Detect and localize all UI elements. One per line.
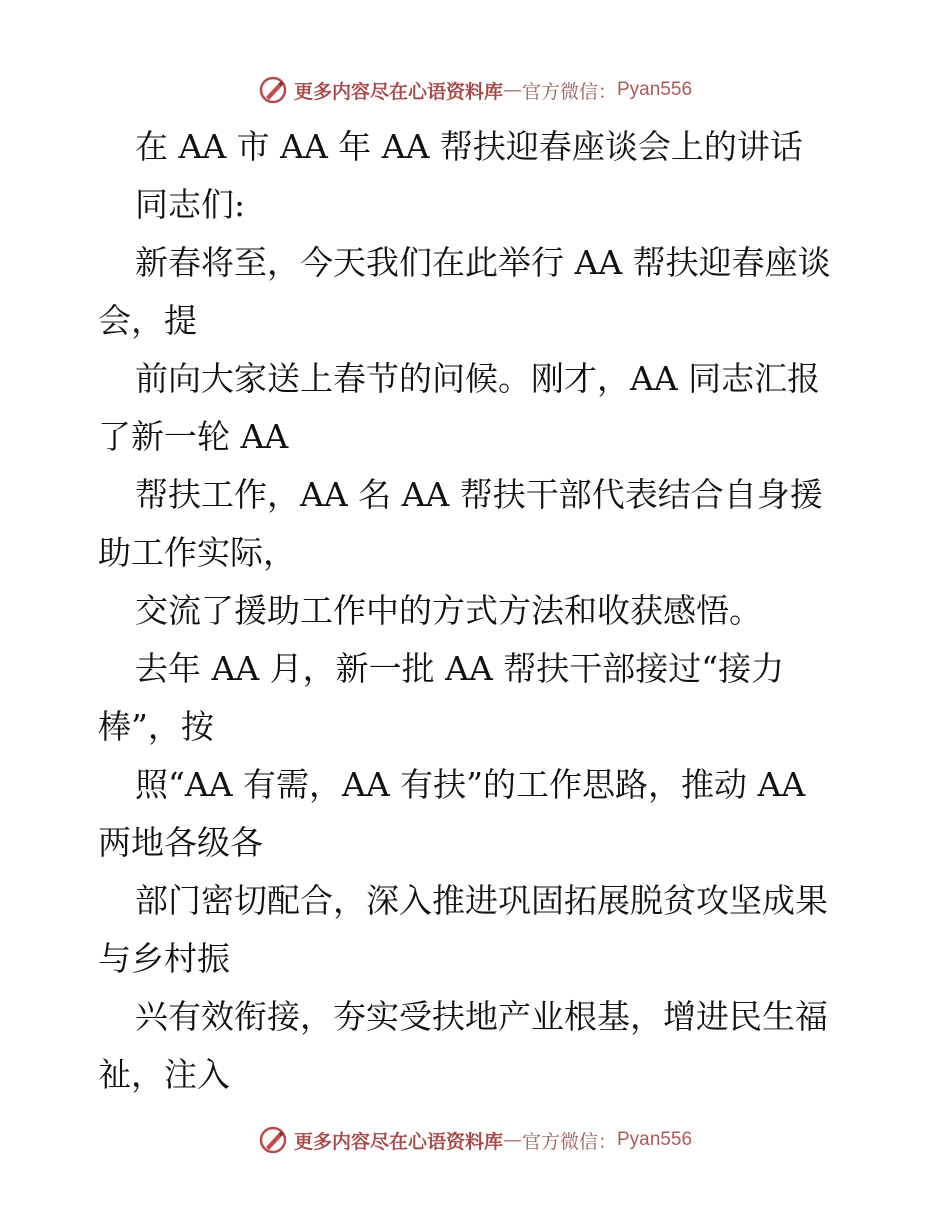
text-line: 了新一轮 AA xyxy=(98,417,289,456)
text-line: 两地各级各 xyxy=(98,823,263,862)
text-line: 祉，注入 xyxy=(98,1055,230,1094)
watermark-dash: — xyxy=(502,79,522,101)
salutation: 同志们: xyxy=(135,185,246,224)
text-line: 去年 AA 月，新一批 AA 帮扶干部接过“接力 xyxy=(135,649,785,688)
text-line: 交流了援助工作中的方式方法和收获感悟。 xyxy=(135,591,762,630)
watermark-sub-text: 官方微信： xyxy=(521,1130,617,1153)
text-line: 与乡村振 xyxy=(98,939,230,978)
text-line: 棒”，按 xyxy=(98,707,214,746)
text-line: 帮扶工作，AA 名 AA 帮扶干部代表结合自身援 xyxy=(135,475,823,514)
text-line: 照“AA 有需，AA 有扶”的工作思路，推动 AA xyxy=(135,765,806,804)
watermark-main-text: 更多内容尽在心语资料库 xyxy=(293,1130,503,1153)
watermark-main-text: 更多内容尽在心语资料库 xyxy=(293,80,503,103)
text-line: 新春将至，今天我们在此举行 AA 帮扶迎春座谈 xyxy=(135,243,831,282)
footer-watermark xyxy=(0,1122,950,1158)
pen-logo-icon xyxy=(258,1125,288,1155)
watermark-sub-text: 官方微信： xyxy=(521,80,617,103)
watermark-id: Pyan556 xyxy=(617,79,693,100)
text-line: 部门密切配合，深入推进巩固拓展脱贫攻坚成果 xyxy=(135,881,828,920)
text-line: 兴有效衔接，夯实受扶地产业根基，增进民生福 xyxy=(135,997,828,1036)
text-line: 会，提 xyxy=(98,301,197,340)
watermark-id: Pyan556 xyxy=(617,1129,693,1150)
pen-logo-icon xyxy=(258,75,288,105)
text-line: 助工作实际， xyxy=(98,533,296,572)
text-line: 前向大家送上春节的问候。刚才，AA 同志汇报 xyxy=(135,359,821,398)
document-title: 在 AA 市 AA 年 AA 帮扶迎春座谈会上的讲话 xyxy=(135,127,803,166)
header-watermark xyxy=(0,72,950,108)
watermark-dash: — xyxy=(502,1129,522,1151)
